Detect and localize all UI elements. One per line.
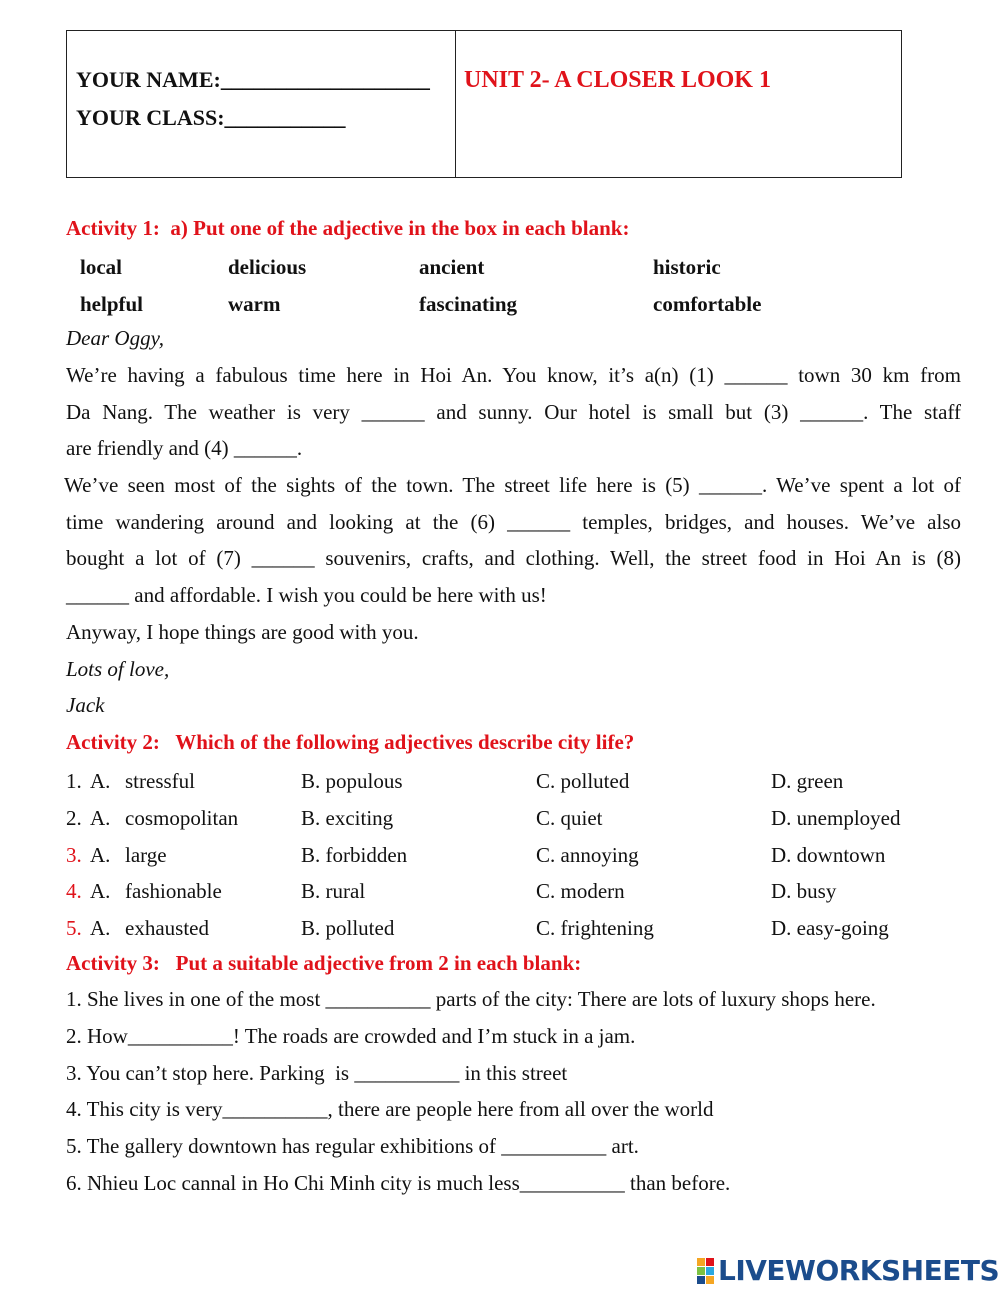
word-box-item: fascinating <box>419 292 518 316</box>
letter-line: ______ and affordable. I wish you could be here with us! <box>66 583 547 607</box>
option-b[interactable]: B. rural <box>301 879 366 903</box>
word-box-item: local <box>80 255 122 279</box>
class-field[interactable]: YOUR CLASS:___________ <box>76 105 346 130</box>
question-number: 2. <box>66 806 82 830</box>
option-d[interactable]: D. easy-going <box>771 916 889 940</box>
activity1-title: Activity 1: a) Put one of the adjective in the box in each blank: <box>66 216 630 240</box>
word-box-item: delicious <box>228 255 307 279</box>
letter-salutation: Dear Oggy, <box>66 326 164 350</box>
option-a-letter[interactable]: A. <box>90 843 111 867</box>
logo-text: LIVEWORKSHEETS <box>718 1254 1000 1287</box>
activity3-sentence: 4. This city is very__________, there are people here from all over the world <box>66 1097 714 1121</box>
option-a-letter[interactable]: A. <box>90 806 111 830</box>
unit-title: UNIT 2- A CLOSER LOOK 1 <box>464 67 771 93</box>
letter-line: time wandering around and looking at the (6) ______ temples, bridges, and houses. We’ve also <box>66 510 961 534</box>
logo-tile <box>697 1258 705 1266</box>
word-box-item: ancient <box>419 255 485 279</box>
activity3-title: Activity 3: Put a suitable adjective from 2 in each blank: <box>66 951 582 975</box>
option-c[interactable]: C. annoying <box>536 843 639 867</box>
logo-tile <box>706 1258 714 1266</box>
option-c[interactable]: C. frightening <box>536 916 654 940</box>
letter-line: Anyway, I hope things are good with you. <box>66 620 419 644</box>
letter-line: are friendly and (4) ______. <box>66 436 303 460</box>
option-a[interactable]: exhausted <box>125 916 209 940</box>
activity3-sentence: 1. She lives in one of the most __________ parts of the city: There are lots of luxury shops here. <box>66 987 876 1011</box>
logo-tile <box>706 1267 714 1275</box>
logo-icon <box>697 1258 714 1284</box>
letter-closing: Lots of love, <box>66 657 170 681</box>
activity3-sentence: 6. Nhieu Loc cannal in Ho Chi Minh city is much less__________ than before. <box>66 1171 731 1195</box>
letter-line: Da Nang. The weather is very ______ and sunny. Our hotel is small but (3) ______. The staff <box>66 400 961 424</box>
option-b[interactable]: B. forbidden <box>301 843 408 867</box>
option-a[interactable]: large <box>125 843 167 867</box>
word-box-item: helpful <box>80 292 144 316</box>
option-d[interactable]: D. busy <box>771 879 837 903</box>
letter-line: We’re having a fabulous time here in Hoi An. You know, it’s a(n) (1) ______ town 30 km from <box>66 363 961 387</box>
option-d[interactable]: D. unemployed <box>771 806 901 830</box>
question-number: 3. <box>66 843 82 867</box>
option-b[interactable]: B. populous <box>301 769 403 793</box>
header-table <box>66 30 902 178</box>
word-box-item: comfortable <box>653 292 762 316</box>
option-c[interactable]: C. quiet <box>536 806 603 830</box>
option-a-letter[interactable]: A. <box>90 879 111 903</box>
word-box-item: historic <box>653 255 721 279</box>
logo-tile <box>697 1276 705 1284</box>
option-a-letter[interactable]: A. <box>90 769 111 793</box>
question-number: 4. <box>66 879 82 903</box>
option-a[interactable]: fashionable <box>125 879 222 903</box>
student-info-cell <box>67 31 456 177</box>
option-c[interactable]: C. modern <box>536 879 625 903</box>
letter-line: We’ve seen most of the sights of the town. The street life here is (5) ______. We’ve spent a lot of <box>64 473 961 497</box>
liveworksheets-logo <box>697 1254 999 1287</box>
word-box-item: warm <box>228 292 281 316</box>
letter-line: bought a lot of (7) ______ souvenirs, crafts, and clothing. Well, the street food in Hoi An is (8) <box>66 546 961 570</box>
activity3-sentence: 3. You can’t stop here. Parking is __________ in this street <box>66 1061 568 1085</box>
option-a-letter[interactable]: A. <box>90 916 111 940</box>
question-number: 1. <box>66 769 82 793</box>
name-field[interactable]: YOUR NAME:___________________ <box>76 67 430 92</box>
unit-title-cell <box>456 31 901 177</box>
option-b[interactable]: B. polluted <box>301 916 395 940</box>
activity2-title: Activity 2: Which of the following adjectives describe city life? <box>66 730 635 754</box>
letter-signature: Jack <box>66 693 105 717</box>
logo-tile <box>706 1276 714 1284</box>
logo-tile <box>697 1267 705 1275</box>
option-c[interactable]: C. polluted <box>536 769 630 793</box>
option-b[interactable]: B. exciting <box>301 806 394 830</box>
option-d[interactable]: D. green <box>771 769 844 793</box>
option-a[interactable]: stressful <box>125 769 195 793</box>
activity3-sentence: 5. The gallery downtown has regular exhibitions of __________ art. <box>66 1134 639 1158</box>
option-a[interactable]: cosmopolitan <box>125 806 239 830</box>
option-d[interactable]: D. downtown <box>771 843 886 867</box>
question-number: 5. <box>66 916 82 940</box>
activity3-sentence: 2. How__________! The roads are crowded and I’m stuck in a jam. <box>66 1024 636 1048</box>
